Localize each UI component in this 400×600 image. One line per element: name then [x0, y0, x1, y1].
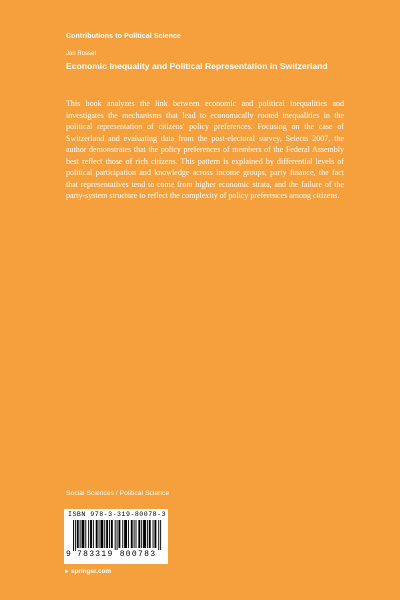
- ean-digits: 783319 800783: [77, 550, 163, 559]
- publisher-link[interactable]: [64, 568, 111, 575]
- isbn-label: ISBN 978-3-319-80078-3: [68, 511, 167, 518]
- ean-first-digit: 9: [66, 550, 71, 559]
- arrow-right-icon: ►: [64, 569, 70, 575]
- author-name: Jan Rosset: [66, 51, 97, 57]
- blurb-text: This book analyzes the link between economic and political inequalities and investigates the mechanisms that lead to economically rooted inequalities in the political representation of citizens' policy preferences. Focusing on the case of Switzerland and evaluating data from the post-electoral survey, Selects 2007, the author demonstrates that the policy preferences of members of the Federal Assembly best reflect those of rich citizens. This pattern is explained by differential levels of political participation and knowledge across income groups, party finance, the fact that representatives tend to come from higher economic strata, and the failure of the party-system structure to reflect the complexity of policy preferences among citizens.: [66, 99, 344, 200]
- barcode-panel: [64, 509, 168, 564]
- series-name: Contributions to Political Science: [66, 33, 182, 40]
- subject-category: Social Sciences / Political Science: [66, 490, 170, 497]
- publisher-url: springer.com: [70, 568, 112, 575]
- barcode-icon: [73, 520, 163, 551]
- book-title: Economic Inequality and Political Representation in Switzerland: [66, 61, 328, 71]
